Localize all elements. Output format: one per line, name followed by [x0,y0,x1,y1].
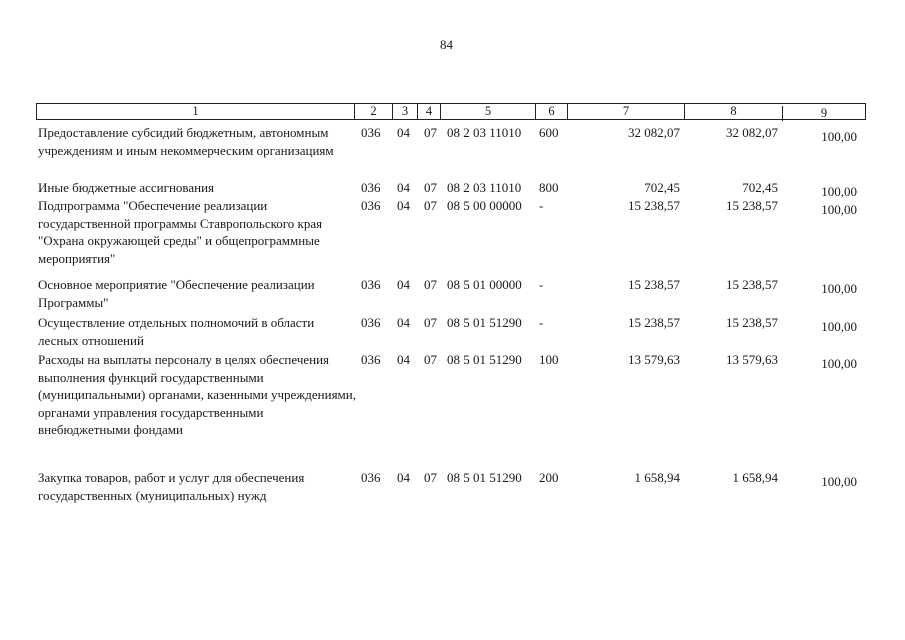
page-number: 84 [440,37,453,52]
row-code-2: 036 [361,198,381,213]
row-amount-8: 1 658,94 [732,470,778,485]
header-col-2: 2 [354,104,392,119]
header-col-9: 9 [782,106,865,121]
row-amount-7: 13 579,63 [628,352,680,367]
row-code-6: - [539,315,544,330]
row-code-4: 07 [424,180,437,195]
row-code-5: 08 5 01 51290 [447,470,522,485]
row-code-3: 04 [397,315,410,330]
row-percent-9: 100,00 [821,356,857,371]
row-amount-8: 15 238,57 [726,198,778,213]
row-code-2: 036 [361,180,381,195]
row-code-6: 100 [539,352,559,367]
row-percent-9: 100,00 [821,474,857,489]
header-col-3: 3 [392,104,417,119]
row-code-2: 036 [361,470,381,485]
row-description: Осуществление отдельных полномочий в области лесных отношений [38,315,315,348]
header-col-5: 5 [440,104,535,119]
header-col-4: 4 [417,104,440,119]
row-code-2: 036 [361,315,381,330]
row-code-4: 07 [424,315,437,330]
row-code-6: 800 [539,180,559,195]
row-code-6: 200 [539,470,559,485]
row-description: Расходы на выплаты персоналу в целях обеспечения выполнения функций государственными (муниципальными) органами, казенными учреждениями, органами управления государственными внебюджетными фондами [38,352,356,437]
row-amount-7: 15 238,57 [628,198,680,213]
header-col-1: 1 [192,104,199,118]
row-code-4: 07 [424,277,437,292]
row-amount-7: 1 658,94 [634,470,680,485]
row-code-3: 04 [397,352,410,367]
row-percent-9: 100,00 [821,129,857,144]
row-code-2: 036 [361,125,381,140]
row-code-3: 04 [397,277,410,292]
row-percent-9: 100,00 [821,281,857,296]
header-col-6: 6 [535,104,567,119]
row-code-3: 04 [397,470,410,485]
row-code-6: - [539,277,544,292]
row-code-5: 08 5 01 51290 [447,352,522,367]
row-amount-8: 15 238,57 [726,277,778,292]
row-code-5: 08 5 00 00000 [447,198,522,213]
row-description: Иные бюджетные ассигнования [38,180,215,195]
row-amount-8: 13 579,63 [726,352,778,367]
row-code-5: 08 5 01 51290 [447,315,522,330]
row-percent-9: 100,00 [821,202,857,217]
header-col-7: 7 [567,104,684,119]
row-code-2: 036 [361,352,381,367]
row-amount-7: 702,45 [644,180,680,195]
row-amount-7: 15 238,57 [628,277,680,292]
row-description: Подпрограмма "Обеспечение реализации государственной программы Ставропольского края "Охрана окружающей среды" и общепрограммные мероприятия" [38,198,323,266]
header-col-8: 8 [684,104,782,119]
row-amount-8: 15 238,57 [726,315,778,330]
table-header [36,103,866,120]
row-code-3: 04 [397,198,410,213]
row-code-2: 036 [361,277,381,292]
row-code-6: 600 [539,125,559,140]
row-code-3: 04 [397,180,410,195]
row-percent-9: 100,00 [821,184,857,199]
row-amount-7: 32 082,07 [628,125,680,140]
row-code-6: - [539,198,544,213]
row-code-5: 08 2 03 11010 [447,180,522,195]
row-description: Основное мероприятие "Обеспечение реализации Программы" [38,277,315,310]
row-description: Закупка товаров, работ и услуг для обеспечения государственных (муниципальных) нужд [38,470,305,503]
row-code-4: 07 [424,470,437,485]
row-code-4: 07 [424,125,437,140]
row-code-5: 08 5 01 00000 [447,277,522,292]
row-percent-9: 100,00 [821,319,857,334]
row-code-4: 07 [424,352,437,367]
row-code-3: 04 [397,125,410,140]
row-amount-8: 702,45 [742,180,778,195]
row-amount-8: 32 082,07 [726,125,778,140]
row-amount-7: 15 238,57 [628,315,680,330]
row-code-4: 07 [424,198,437,213]
row-code-5: 08 2 03 11010 [447,125,522,140]
row-description: Предоставление субсидий бюджетным, автономным учреждениям и иным некоммерческим организациям [38,125,334,158]
